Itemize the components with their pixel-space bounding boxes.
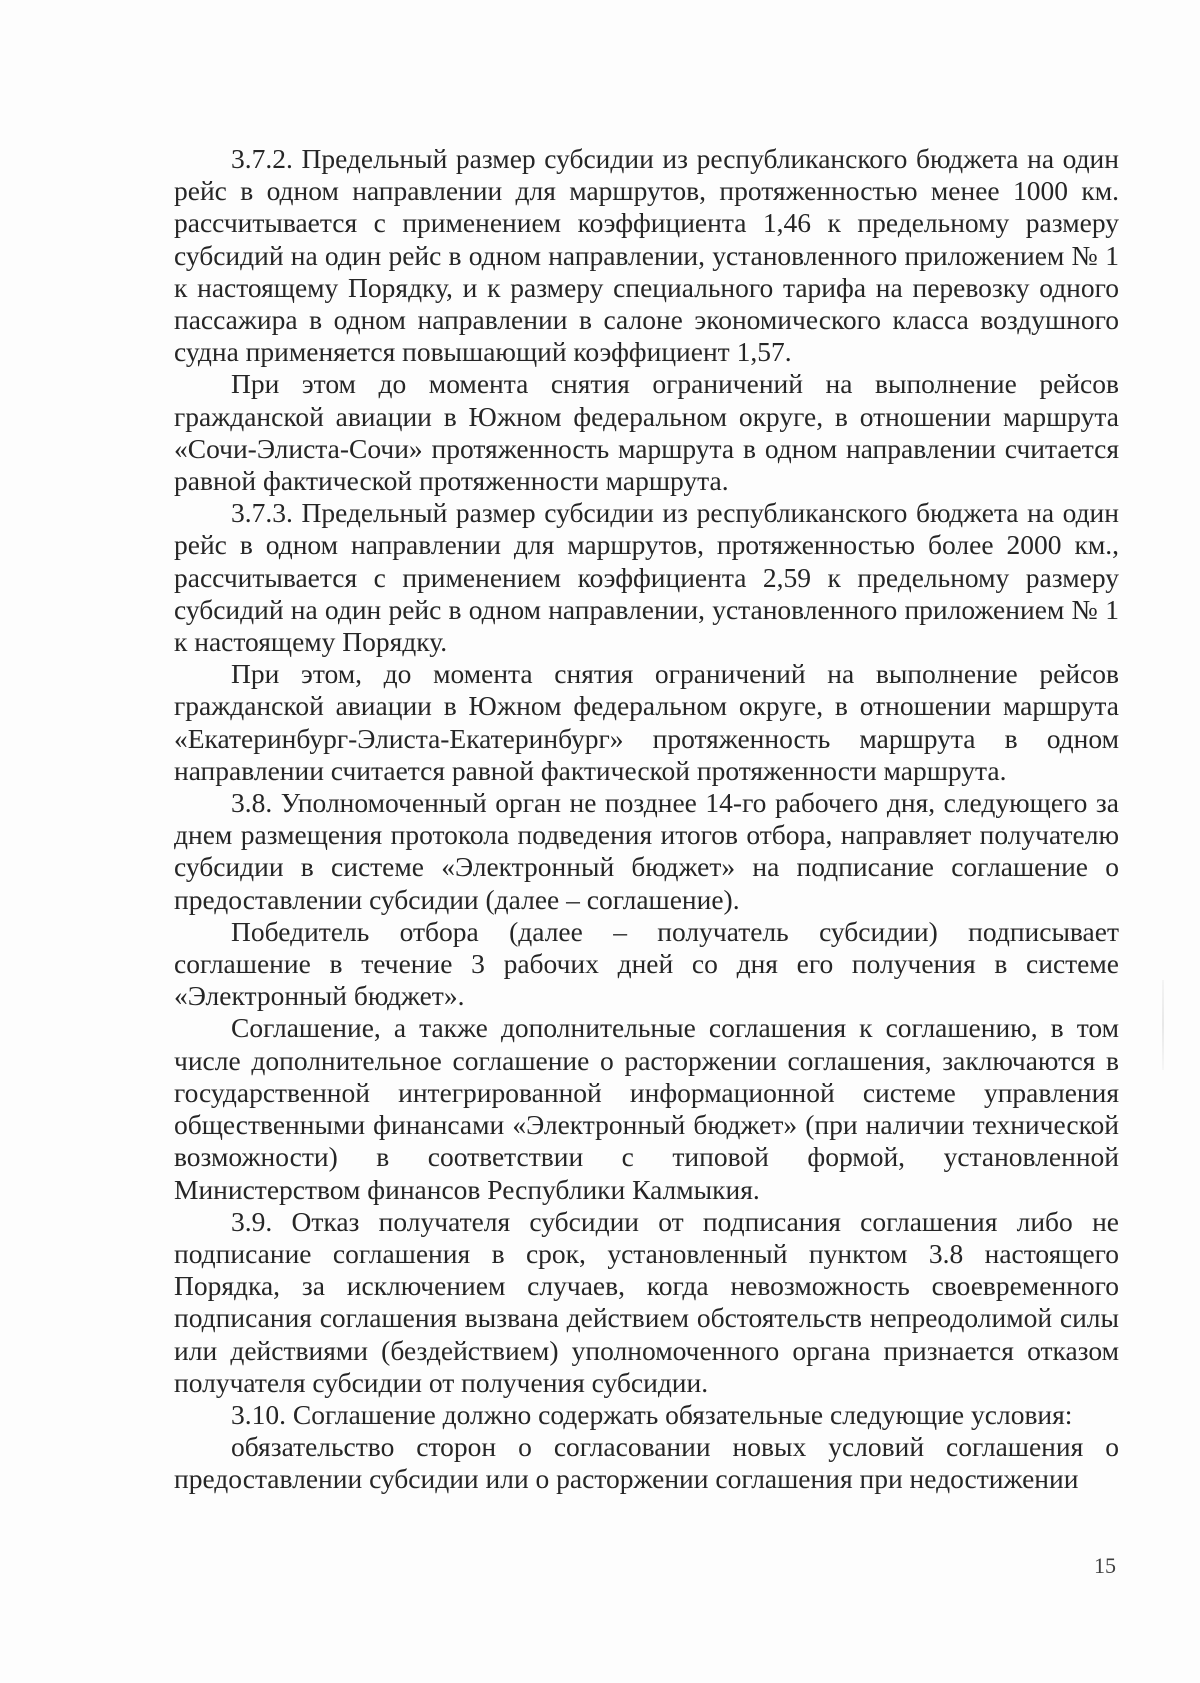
paragraph-3-8: 3.8. Уполномоченный орган не позднее 14-го рабочего дня, следующего за днем размещения протокола подведения итогов отбора, направляет получателю субсидии в системе «Электронный бюджет» на подписание соглашение о предоставлении субсидии (далее – соглашение). <box>174 787 1119 915</box>
paragraph-3-10: 3.10. Соглашение должно содержать обязательные следующие условия: <box>231 1398 1073 1430</box>
paragraph-obligation: обязательство сторон о согласовании новых условий соглашения о предоставлении субсидии или о расторжении соглашения при недостижении <box>174 1431 1119 1495</box>
page-number: 15 <box>1094 1553 1116 1578</box>
paragraph-winner-signs: Победитель отбора (далее – получатель субсидии) подписывает соглашение в течение 3 рабочих дней со дня его получения в системе «Электронный бюджет». <box>174 915 1119 1012</box>
paragraph-3-9: 3.9. Отказ получателя субсидии от подписания соглашения либо не подписание соглашения в срок, установленный пунктом 3.8 настоящего Порядка, за исключением случаев, когда невозможность своевременного подписания соглашения вызвана действием обстоятельств непреодолимой силы или действиями (бездействием) уполномоченного органа признается отказом получателя субсидии от получения субсидии. <box>174 1205 1119 1398</box>
paragraph-agreement-system: Соглашение, а также дополнительные соглашения к соглашению, в том числе дополнительное соглашение о расторжении соглашения, заключаются в государственной интегрированной информационной системе управления общественными финансами «Электронный бюджет» (при наличии технической возможности) в соответствии с типовой формой, установленной Министерством финансов Республики Калмыкия. <box>174 1012 1119 1205</box>
paragraph-ekaterinburg-route: При этом, до момента снятия ограничений на выполнение рейсов гражданской авиации в Южном федеральном округе, в отношении маршрута «Екатеринбург-Элиста-Екатеринбург» протяженность маршрута в одном направлении считается равной фактической протяженности маршрута. <box>174 658 1119 786</box>
paragraph-3-7-3: 3.7.3. Предельный размер субсидии из республиканского бюджета на один рейс в одном направлении для маршрутов, протяженностью более 2000 км., рассчитывается с применением коэффициента 2,59 к предельному размеру субсидий на один рейс в одном направлении, установленного приложением № 1 к настоящему Порядку. <box>174 497 1119 658</box>
paragraph-3-7-2: 3.7.2. Предельный размер субсидии из республиканского бюджета на один рейс в одном направлении для маршрутов, протяженностью менее 1000 км. рассчитывается с применением коэффициента 1,46 к предельному размеру субсидий на один рейс в одном направлении, установленного приложением № 1 к настоящему Порядку, и к размеру специального тарифа на перевозку одного пассажира в одном направлении в салоне экономического класса воздушного судна применяется повышающий коэффициент 1,57. <box>174 143 1119 368</box>
document-body <box>174 143 1119 1496</box>
scan-artifact <box>1162 980 1164 1070</box>
paragraph-sochi-route: При этом до момента снятия ограничений на выполнение рейсов гражданской авиации в Южном федеральном округе, в отношении маршрута «Сочи-Элиста-Сочи» протяженность маршрута в одном направлении считается равной фактической протяженности маршрута. <box>174 368 1119 497</box>
